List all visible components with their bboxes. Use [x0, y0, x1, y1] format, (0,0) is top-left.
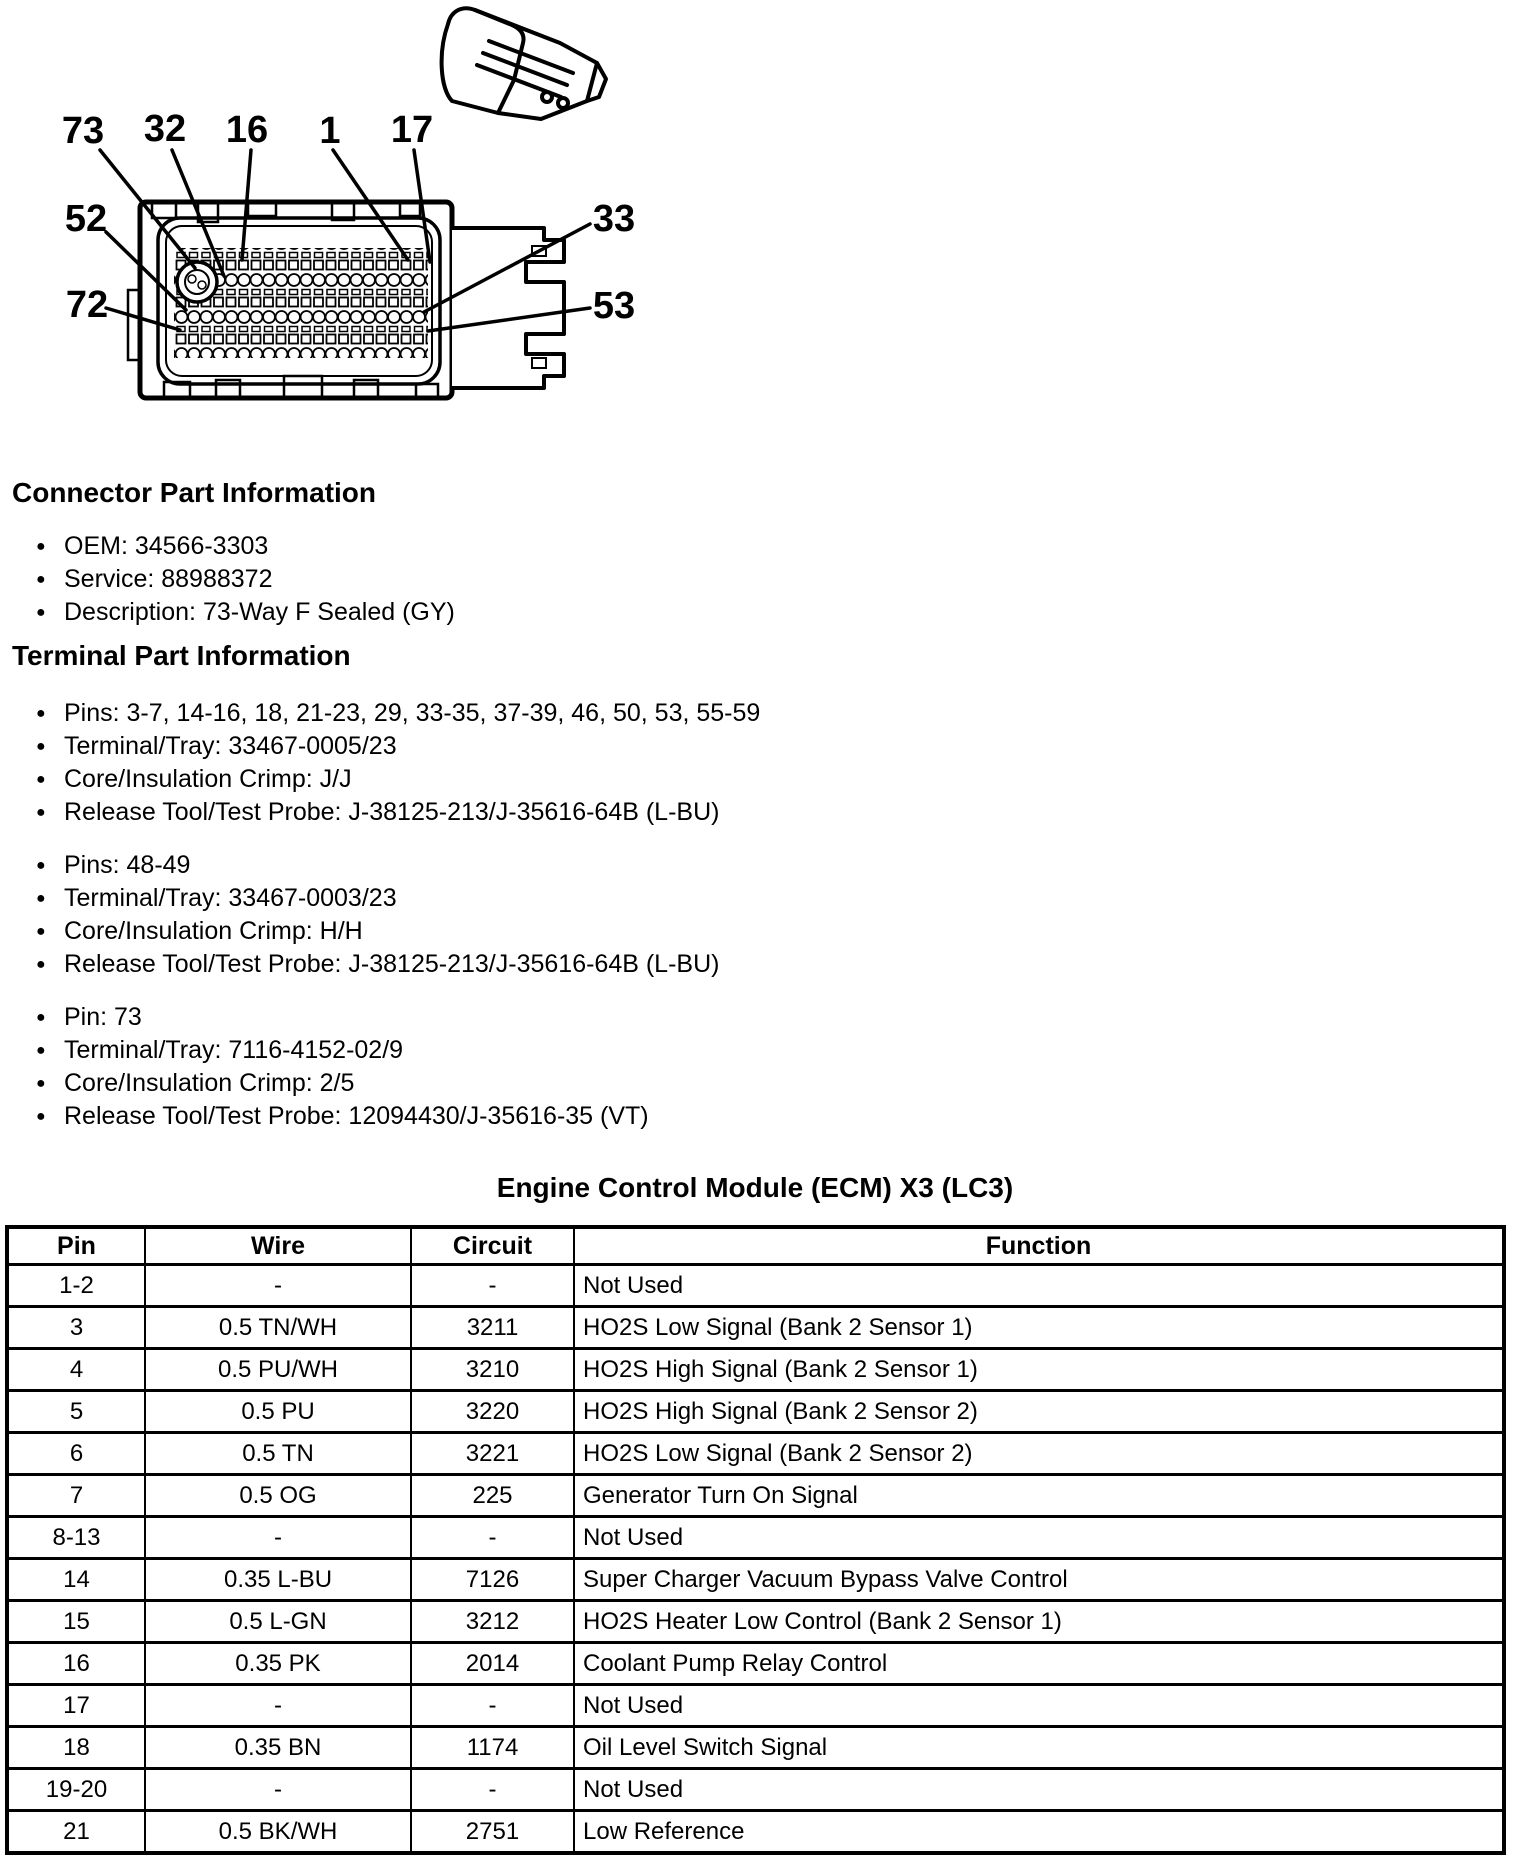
cell-pin: 4: [7, 1349, 145, 1391]
cell-wire: 0.5 PU/WH: [145, 1349, 411, 1391]
cell-wire: 0.35 L-BU: [145, 1559, 411, 1601]
cell-wire: -: [145, 1265, 411, 1307]
cell-function: Not Used: [574, 1517, 1504, 1559]
cell-circuit: -: [411, 1769, 574, 1811]
cell-circuit: 2751: [411, 1811, 574, 1854]
pin-73-terminal: [177, 262, 217, 302]
cell-circuit: 3210: [411, 1349, 574, 1391]
table-row: [7, 1601, 1504, 1643]
list-item: ● Core/Insulation Crimp: 2/5: [12, 1067, 1212, 1100]
cell-pin: 7: [7, 1475, 145, 1517]
callout-label-33: 33: [592, 198, 636, 240]
table-row: [7, 1685, 1504, 1727]
list-item: ● Terminal/Tray: 7116-4152-02/9: [12, 1034, 1212, 1067]
cell-function: HO2S High Signal (Bank 2 Sensor 2): [574, 1391, 1504, 1433]
callout-label-17: 17: [390, 109, 434, 151]
cell-wire: 0.5 TN: [145, 1433, 411, 1475]
cell-circuit: 3221: [411, 1433, 574, 1475]
cell-function: HO2S Heater Low Control (Bank 2 Sensor 1): [574, 1601, 1504, 1643]
list-item: ● Pin: 73: [12, 1001, 1212, 1034]
connector-face-view: [128, 202, 564, 398]
cell-wire: 0.5 OG: [145, 1475, 411, 1517]
cell-pin: 8-13: [7, 1517, 145, 1559]
table-row: [7, 1727, 1504, 1769]
header-wire: Wire: [145, 1227, 411, 1265]
header-function: Function: [574, 1227, 1504, 1265]
cell-wire: 0.5 TN/WH: [145, 1307, 411, 1349]
list-item: ● Terminal/Tray: 33467-0003/23: [12, 882, 1212, 915]
list-item: ● Service: 88988372: [12, 563, 1212, 596]
cell-pin: 3: [7, 1307, 145, 1349]
cell-circuit: -: [411, 1685, 574, 1727]
table-row: [7, 1307, 1504, 1349]
connector-diagram: [0, 0, 1520, 430]
cell-function: Not Used: [574, 1769, 1504, 1811]
cell-function: Not Used: [574, 1265, 1504, 1307]
connector-isometric-illustration: [442, 8, 606, 119]
table-row: [7, 1643, 1504, 1685]
cell-function: HO2S Low Signal (Bank 2 Sensor 2): [574, 1433, 1504, 1475]
connector-part-info-heading: Connector Part Information: [12, 477, 377, 508]
cell-function: Oil Level Switch Signal: [574, 1727, 1504, 1769]
table-header-row: [7, 1227, 1504, 1265]
list-item: ● Release Tool/Test Probe: 12094430/J-35616-35 (VT): [12, 1100, 1212, 1133]
cell-function: Not Used: [574, 1685, 1504, 1727]
terminal-part-info-heading: Terminal Part Information: [12, 640, 351, 671]
terminal-group-3: [12, 1001, 1212, 1133]
callout-label-73: 73: [61, 110, 105, 152]
cell-circuit: -: [411, 1265, 574, 1307]
cell-circuit: -: [411, 1517, 574, 1559]
list-item: ● Release Tool/Test Probe: J-38125-213/J-35616-64B (L-BU): [12, 796, 1212, 829]
list-item: ● Core/Insulation Crimp: H/H: [12, 915, 1212, 948]
cell-pin: 1-2: [7, 1265, 145, 1307]
terminal-group-2: [12, 849, 1212, 981]
cell-wire: 0.5 L-GN: [145, 1601, 411, 1643]
cell-function: HO2S High Signal (Bank 2 Sensor 1): [574, 1349, 1504, 1391]
table-row: [7, 1811, 1504, 1854]
list-item: ● Core/Insulation Crimp: J/J: [12, 763, 1212, 796]
cell-pin: 17: [7, 1685, 145, 1727]
table-row: [7, 1517, 1504, 1559]
connector-part-info-list: [12, 530, 1212, 629]
callout-label-16: 16: [225, 109, 269, 151]
cell-pin: 18: [7, 1727, 145, 1769]
cell-circuit: 3220: [411, 1391, 574, 1433]
header-pin: Pin: [7, 1227, 145, 1265]
cell-pin: 16: [7, 1643, 145, 1685]
list-item: ● Pins: 48-49: [12, 849, 1212, 882]
cell-pin: 15: [7, 1601, 145, 1643]
cell-function: Super Charger Vacuum Bypass Valve Control: [574, 1559, 1504, 1601]
callout-label-72: 72: [65, 284, 109, 326]
cell-wire: 0.5 PU: [145, 1391, 411, 1433]
cell-wire: 0.35 BN: [145, 1727, 411, 1769]
ecm-table-body: [7, 1265, 1504, 1854]
header-circuit: Circuit: [411, 1227, 574, 1265]
table-row: [7, 1475, 1504, 1517]
table-title: Engine Control Module (ECM) X3 (LC3): [496, 1172, 1014, 1203]
connector-side-profile: [452, 228, 564, 388]
callout-label-1: 1: [319, 110, 341, 152]
part-information-section: [12, 478, 1212, 1153]
cell-pin: 14: [7, 1559, 145, 1601]
list-item: ● Description: 73-Way F Sealed (GY): [12, 596, 1212, 629]
callout-label-32: 32: [143, 108, 187, 150]
table-row: [7, 1433, 1504, 1475]
cell-circuit: 3212: [411, 1601, 574, 1643]
cell-pin: 6: [7, 1433, 145, 1475]
ecm-pinout-table: [5, 1225, 1506, 1855]
table-row: [7, 1391, 1504, 1433]
callout-label-53: 53: [592, 285, 636, 327]
cell-function: HO2S Low Signal (Bank 2 Sensor 1): [574, 1307, 1504, 1349]
cell-circuit: 7126: [411, 1559, 574, 1601]
list-item: ● Release Tool/Test Probe: J-38125-213/J-35616-64B (L-BU): [12, 948, 1212, 981]
cell-function: Low Reference: [574, 1811, 1504, 1854]
cell-function: Generator Turn On Signal: [574, 1475, 1504, 1517]
cell-wire: 0.5 BK/WH: [145, 1811, 411, 1854]
cell-circuit: 225: [411, 1475, 574, 1517]
cell-wire: -: [145, 1685, 411, 1727]
table-row: [7, 1769, 1504, 1811]
terminal-group-1: [12, 697, 1212, 829]
cell-pin: 5: [7, 1391, 145, 1433]
cell-function: Coolant Pump Relay Control: [574, 1643, 1504, 1685]
cell-circuit: 3211: [411, 1307, 574, 1349]
cell-wire: 0.35 PK: [145, 1643, 411, 1685]
list-item: ● Pins: 3-7, 14-16, 18, 21-23, 29, 33-35, 37-39, 46, 50, 53, 55-59: [12, 697, 1212, 730]
cell-wire: -: [145, 1517, 411, 1559]
cell-circuit: 2014: [411, 1643, 574, 1685]
table-row: [7, 1349, 1504, 1391]
cell-pin: 19-20: [7, 1769, 145, 1811]
cell-pin: 21: [7, 1811, 145, 1854]
cell-circuit: 1174: [411, 1727, 574, 1769]
list-item: ● Terminal/Tray: 33467-0005/23: [12, 730, 1212, 763]
terminal-grid: [174, 248, 428, 358]
cell-wire: -: [145, 1769, 411, 1811]
callout-label-52: 52: [64, 198, 108, 240]
table-row: [7, 1559, 1504, 1601]
table-row: [7, 1265, 1504, 1307]
list-item: ● OEM: 34566-3303: [12, 530, 1212, 563]
